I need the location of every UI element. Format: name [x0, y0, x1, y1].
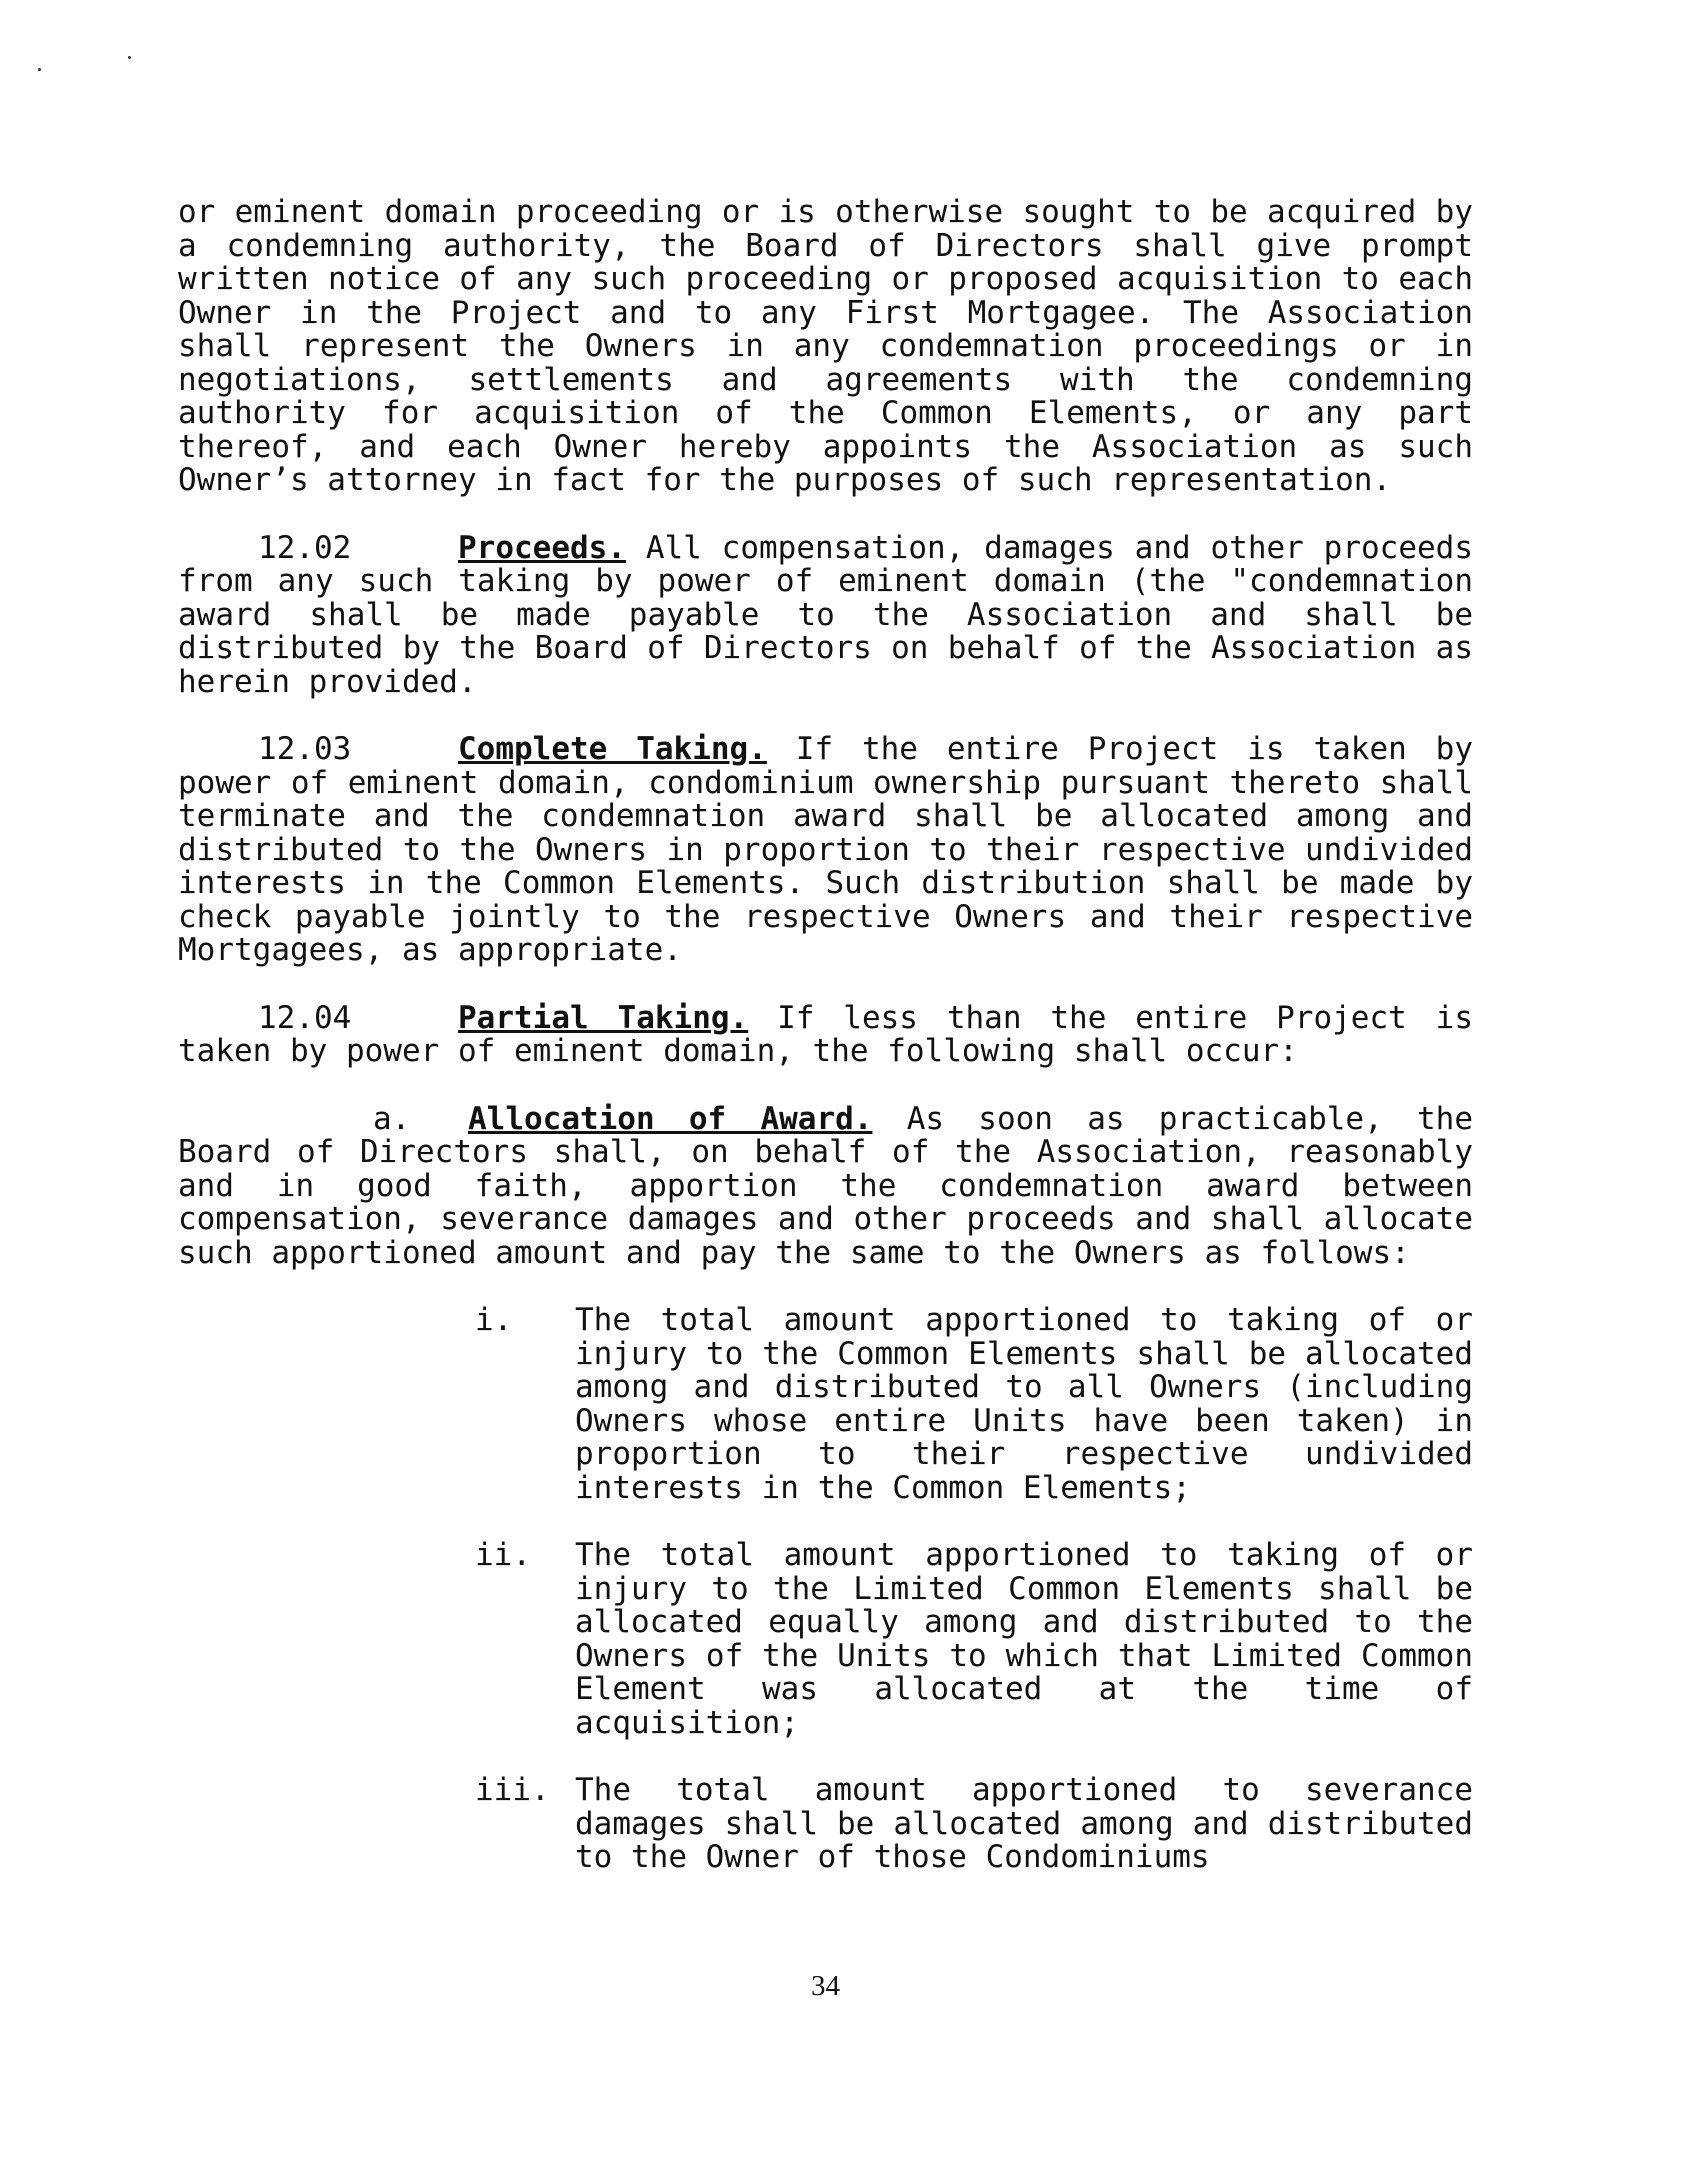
item-numeral: i. — [475, 1302, 513, 1338]
section-heading: Partial Taking. — [458, 999, 749, 1036]
section-12-04 — [178, 999, 1473, 1069]
page-number: 34 — [811, 1970, 840, 2002]
item-numeral: iii. — [475, 1772, 550, 1808]
section-number: 12.02 — [258, 529, 352, 566]
subsection-letter: a. — [373, 1100, 411, 1137]
list-item-i — [475, 1304, 1473, 1505]
section-text: All compensation, damages and other proceeds from any such taking by power of eminent domain (the "condemnation award shall be made payable to the Association and shall be distributed by the Board of Directors on behalf of the Association as herein provided. — [178, 529, 1473, 700]
item-text: The total amount apportioned to taking of or injury to the Common Elements shall be allocated among and distributed to all Owners (including Owners whose entire Units have been taken) in proportion to their respective undivided interests in the Common Elements; — [575, 1302, 1473, 1506]
subsection-text: As soon as practicable, the Board of Directors shall, on behalf of the Association, reasonably and in good faith, apportion the condemnation award between compensation, severance damages and other proceeds and shall allocate such apportioned amount and pay the same to the Owners as follows: — [178, 1100, 1473, 1271]
section-heading: Complete Taking. — [458, 731, 767, 767]
document-page — [178, 196, 1473, 1909]
scan-speck — [128, 56, 131, 59]
item-text: The total amount apportioned to severance damages shall be allocated among and distributed to the Owner of those Condominiums — [575, 1772, 1473, 1875]
section-text: If less than the entire Project is taken by power of eminent domain, the following shall occur: — [178, 999, 1473, 1069]
section-heading: Proceeds. — [458, 529, 626, 566]
list-item-iii — [475, 1774, 1473, 1875]
section-number: 12.04 — [258, 999, 352, 1036]
list-item-ii — [475, 1539, 1473, 1740]
item-text: The total amount apportioned to taking of or injury to the Limited Common Elements shall be allocated equally among and distributed to the Owners of the Units to which that Limited Common Element was allocated at the time of acquisition; — [575, 1537, 1473, 1741]
section-12-03 — [178, 733, 1473, 968]
item-numeral: ii. — [475, 1537, 531, 1573]
subsection-a — [178, 1100, 1473, 1271]
subsection-heading: Allocation of Award. — [468, 1100, 873, 1137]
scan-speck — [38, 68, 41, 71]
intro-paragraph: or eminent domain proceeding or is otherwise sought to be acquired by a condemning authority, the Board of Directors shall give prompt written notice of any such proceeding or proposed acquisition to each Owner in the Project and to any First Mortgagee. The Association shall represent the Owners in any condemnation proceedings or in negotiations, settlements and agreements with the condemning authority for acquisition of the Common Elements, or any part thereof, and each Owner hereby appoints the Association as such Owner’s attorney in fact for the purposes of such representation. — [178, 194, 1473, 498]
section-number: 12.03 — [258, 731, 352, 767]
section-12-02 — [178, 529, 1473, 700]
section-text: If the entire Project is taken by power of eminent domain, condominium ownership pursuant thereto shall terminate and the condemnation award shall be allocated among and distributed to the Owners in proportion to their respective undivided interests in the Common Elements. Such distribution shall be made by check payable jointly to the respective Owners and their respective Mortgagees, as appropriate. — [178, 731, 1473, 968]
